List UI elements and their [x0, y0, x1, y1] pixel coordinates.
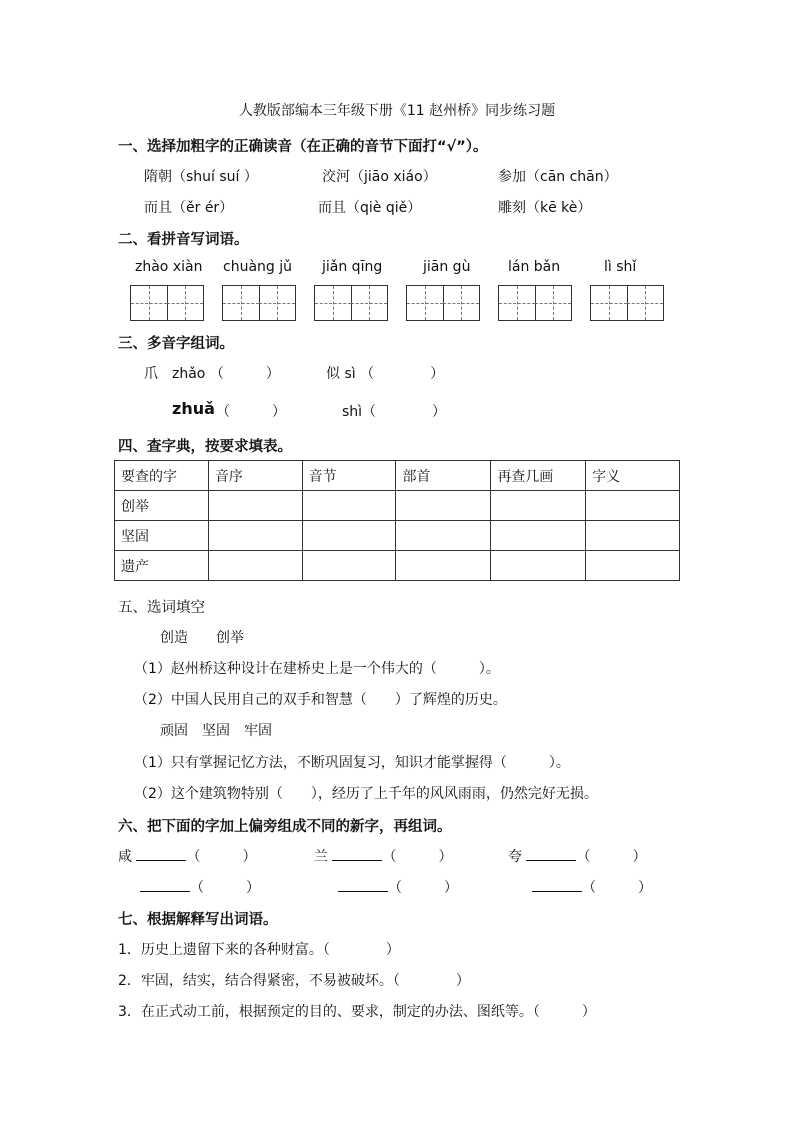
- s6-row-2-col-1: （ ）: [140, 877, 260, 897]
- table-cell[interactable]: [396, 491, 491, 521]
- answer-line[interactable]: [532, 877, 582, 892]
- pinyin-1: zhào xiàn: [135, 259, 203, 275]
- s1-item-2: 洨河（jiāo xiáo）: [322, 169, 437, 185]
- s7-item-1: 1．历史上遗留下来的各种财富。（ ）: [118, 942, 400, 958]
- col-header: 字义: [586, 461, 680, 491]
- section-2-heading: 二、看拼音写词语。: [118, 232, 249, 248]
- s5-question-2: （2）中国人民用自己的双手和智慧（ ）了辉煌的历史。: [134, 692, 507, 708]
- pinyin-5: lán bǎn: [508, 259, 561, 275]
- dictionary-table: [114, 460, 680, 581]
- s6-row-2-col-3: （ ）: [532, 877, 652, 897]
- s5-question-1: （1）赵州桥这种设计在建桥史上是一个伟大的（ ）。: [134, 661, 500, 677]
- row-label: 创举: [115, 491, 209, 521]
- row-label: 遗产: [115, 551, 209, 581]
- table-cell[interactable]: [302, 521, 396, 551]
- s6-char: 夸: [508, 849, 522, 865]
- answer-line[interactable]: [338, 877, 388, 892]
- table-cell[interactable]: [586, 491, 680, 521]
- s5-question-3: （1）只有掌握记忆方法，不断巩固复习，知识才能掌握得（ ）。: [134, 755, 570, 771]
- answer-line[interactable]: [136, 846, 186, 861]
- pinyin-2: chuàng jǔ: [223, 259, 292, 275]
- s1-item-5: 而且（qiè qiě）: [318, 200, 422, 216]
- table-cell[interactable]: [396, 551, 491, 581]
- s6-row-1-col-3: 夸 （ ）: [508, 846, 646, 866]
- col-header: 再查几画: [491, 461, 586, 491]
- pinyin-4: jiān gù: [423, 259, 471, 275]
- s5-word-choices-1: 创造 创举: [160, 630, 244, 646]
- s1-item-3: 参加（cān chān）: [498, 169, 618, 185]
- pinyin-6: lì shǐ: [604, 259, 637, 275]
- pinyin-3: jiǎn qīng: [322, 259, 383, 275]
- table-cell[interactable]: [491, 551, 586, 581]
- table-cell[interactable]: [586, 551, 680, 581]
- table-row: [115, 491, 680, 521]
- writing-grid-2[interactable]: [222, 285, 296, 321]
- s1-item-6: 雕刻（kē kè）: [498, 200, 592, 216]
- row-label: 坚固: [115, 521, 209, 551]
- section-1-heading: 一、选择加粗字的正确读音（在正确的音节下面打“√”）。: [118, 139, 488, 155]
- answer-line[interactable]: [526, 846, 576, 861]
- s7-item-3: 3．在正式动工前，根据预定的目的、要求，制定的办法、图纸等。（ ）: [118, 1004, 596, 1020]
- section-5-heading: 五、选词填空: [118, 600, 205, 616]
- table-cell[interactable]: [302, 491, 396, 521]
- s6-row-1-col-2: 兰 （ ）: [314, 846, 452, 866]
- writing-grid-5[interactable]: [498, 285, 572, 321]
- col-header: 部首: [396, 461, 491, 491]
- section-7-heading: 七、根据解释写出词语。: [118, 912, 278, 928]
- col-header: 音序: [208, 461, 302, 491]
- table-cell[interactable]: [491, 521, 586, 551]
- s6-row-1-col-1: 咸 （ ）: [118, 846, 256, 866]
- s6-row-2-col-2: （ ）: [338, 877, 458, 897]
- writing-grid-3[interactable]: [314, 285, 388, 321]
- table-cell[interactable]: [396, 521, 491, 551]
- writing-grid-4[interactable]: [406, 285, 480, 321]
- s6-char: 兰: [314, 849, 328, 865]
- s3-zhua-pinyin: zhuǎ: [172, 399, 215, 418]
- s7-item-2: 2．牢固，结实，结合得紧密，不易被破坏。（ ）: [118, 973, 470, 989]
- col-header: 音节: [302, 461, 396, 491]
- s3-zhua-blank: （ ）: [216, 404, 286, 420]
- table-cell[interactable]: [586, 521, 680, 551]
- answer-line[interactable]: [332, 846, 382, 861]
- s6-char: 咸: [118, 849, 132, 865]
- answer-line[interactable]: [140, 877, 190, 892]
- section-6-heading: 六、把下面的字加上偏旁组成不同的新字，再组词。: [118, 819, 452, 835]
- table-cell[interactable]: [302, 551, 396, 581]
- table-row: [115, 521, 680, 551]
- table-cell[interactable]: [208, 551, 302, 581]
- col-header: 要查的字: [115, 461, 209, 491]
- s1-item-4: 而且（ěr ér）: [144, 200, 234, 216]
- s3-shi: shì（ ）: [342, 404, 447, 420]
- section-4-heading: 四、查字典，按要求填表。: [118, 439, 292, 455]
- s1-item-1: 隋朝（shuí suí ）: [144, 169, 258, 185]
- section-3-heading: 三、多音字组词。: [118, 336, 234, 352]
- writing-grid-1[interactable]: [130, 285, 204, 321]
- table-cell[interactable]: [208, 521, 302, 551]
- table-row: [115, 551, 680, 581]
- writing-grid-6[interactable]: [590, 285, 664, 321]
- s3-si: 似 sì （ ）: [326, 366, 445, 382]
- table-header-row: [115, 461, 680, 491]
- s5-word-choices-2: 顽固 坚固 牢固: [160, 723, 272, 739]
- worksheet-title: 人教版部编本三年级下册《11 赵州桥》同步练习题: [238, 103, 556, 119]
- s3-zhao: 爪 zhǎo （ ）: [144, 366, 280, 382]
- table-cell[interactable]: [208, 491, 302, 521]
- s5-question-4: （2）这个建筑物特别（ ），经历了上千年的风风雨雨，仍然完好无损。: [134, 786, 598, 802]
- table-cell[interactable]: [491, 491, 586, 521]
